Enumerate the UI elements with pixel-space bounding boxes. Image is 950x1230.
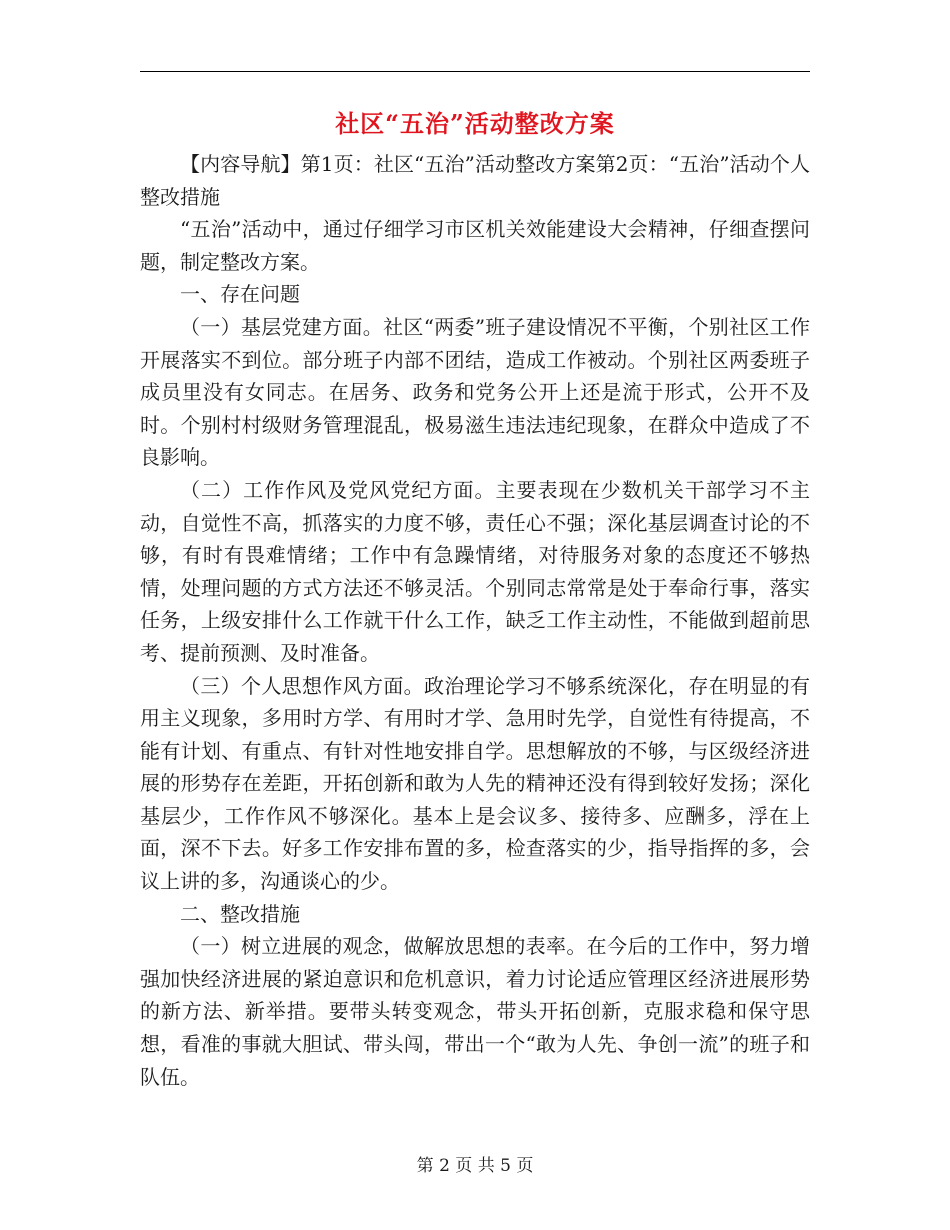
header-rule [140,71,810,72]
problem-paragraph-3: （三）个人思想作风方面。政治理论学习不够系统深化，存在明显的有用主义现象，多用时方学、有用时才学、急用时先学，自觉性有待提高，不能有计划、有重点、有针对性地安排自学。思想解放的不够，与区级经济进展的形势存在差距，开拓创新和敢为人先的精神还没有得到较好发扬；深化基层少，工作作风不够深化。基本上是会议多、接待多、应酬多，浮在上面，深不下去。好多工作安排布置的多，检查落实的少，指导指挥的多，会议上讲的多，沟通谈心的少。 [140,673,810,894]
document-title: 社区“五治”活动整改方案 [335,109,615,138]
problem-paragraph-1: （一）基层党建方面。社区“两委”班子建设情况不平衡，个别社区工作开展落实不到位。部分班子内部不团结，造成工作被动。个别社区两委班子成员里没有女同志。在居务、政务和党务公开上还是流于形式，公开不及时。个别村村级财务管理混乱，极易滋生违法违纪现象，在群众中造成了不良影响。 [140,314,810,470]
document-body [140,148,810,1093]
intro-paragraph: “五治”活动中，通过仔细学习市区机关效能建设大会精神，仔细查摆问题，制定整改方案。 [140,217,810,274]
section-heading-measures: 二、整改措施 [180,901,300,926]
content-navigation-paragraph: 【内容导航】第1页：社区“五治”活动整改方案第2页：“五治”活动个人整改措施 [140,152,810,209]
measure-paragraph-1: （一）树立进展的观念，做解放思想的表率。在今后的工作中，努力增强加快经济进展的紧迫意识和危机意识，着力讨论适应管理区经济进展形势的新方法、新举措。要带头转变观念，带头开拓创新，克服求稳和保守思想，看准的事就大胆试、带头闯，带出一个“敢为人先、争创一流”的班子和队伍。 [140,934,810,1089]
section-heading-problems: 一、存在问题 [180,282,300,307]
problem-paragraph-2: （二）工作作风及党风党纪方面。主要表现在少数机关干部学习不主动，自觉性不高，抓落实的力度不够，责任心不强；深化基层调查讨论的不够，有时有畏难情绪；工作中有急躁情绪，对待服务对象的态度还不够热情，处理问题的方式方法还不够灵活。个别同志常常是处于奉命行事，落实任务，上级安排什么工作就干什么工作，缺乏工作主动性，不能做到超前思考、提前预测、及时准备。 [140,477,810,665]
page-footer: 第 2 页 共 5 页 [416,1156,534,1176]
